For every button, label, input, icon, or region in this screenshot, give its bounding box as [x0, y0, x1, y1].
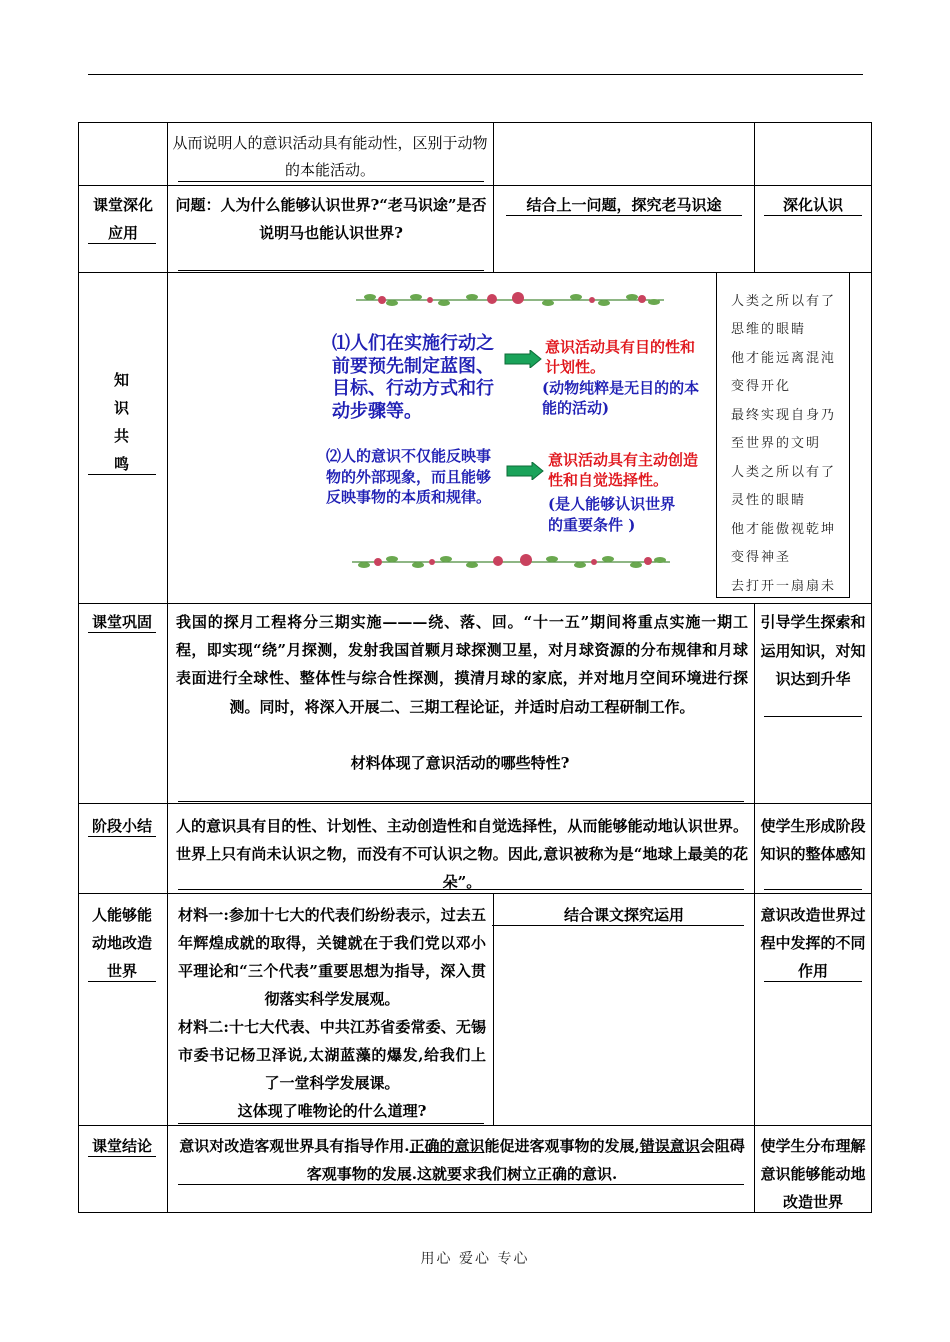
- consolidate-question: 材料体现了意识活动的哪些特性?: [350, 754, 570, 772]
- flower-garland-bottom: [348, 552, 674, 568]
- resonance-result-1: 意识活动具有目的性和计划性。: [545, 338, 696, 376]
- conclusion-part: 意识对改造客观世界具有指导作用.: [179, 1137, 410, 1155]
- poem-line: 思维的眼睛: [731, 322, 807, 337]
- underline: [506, 215, 742, 216]
- poem-line: 灵性的眼睛: [731, 493, 807, 508]
- col-divider: [167, 122, 168, 1213]
- resonance-item-1: ⑴人们在实施行动之前要预先制定蓝图、目标、行动方式和行动步骤等。: [332, 333, 494, 422]
- row-label-resonance-2: 识: [114, 399, 130, 417]
- deepen-purpose: 深化认识: [782, 196, 843, 214]
- row-divider: [78, 603, 872, 604]
- row-divider: [78, 803, 872, 804]
- arrow-right-icon: [504, 350, 542, 368]
- intro-text: 从而说明人的意识活动具有能动性，区别于动物的本能活动。: [172, 134, 488, 179]
- row-label-resonance-4: 鸣: [114, 455, 130, 473]
- poem-line: 人类之所以有了: [731, 465, 837, 480]
- consolidate-material: 我国的探月工程将分三期实施———绕、落、回。“十一五”期间将重点实施一期工程，即实现“绕”月探测，发射我国首颗月球探测卫星，对月球资源的分布规律和月球表面进行全球性、整体性与综合性探测，摸清月球的家底，并对地月空间环境进行探测。同时，将深入开展二、三期工程论证，并适时启动工程研制工作。: [176, 613, 748, 716]
- conclusion-part: 能促进客观事物的发展,: [484, 1137, 640, 1155]
- poem-line: 变得神圣: [731, 550, 792, 565]
- underline: [178, 181, 484, 182]
- row-label-resonance-3: 共: [114, 427, 130, 445]
- underline: [88, 243, 156, 244]
- underline: [492, 925, 744, 926]
- conclusion-part: 会阻碍客观事物的发展.这就要求我们树立正确的意识.: [306, 1137, 745, 1183]
- row-label-transform: 人能够能动地改造世界: [91, 906, 152, 980]
- transform-material-1: 材料一:参加十七大的代表们纷纷表示，过去五年辉煌成就的取得，关键就在于我们党以邓小平理论和“三个代表”重要思想为指导，深入贯彻落实科学发展观。: [178, 906, 486, 1008]
- underline: [764, 1212, 862, 1213]
- underline: [88, 836, 156, 837]
- conclusion-purpose: 使学生分布理解意识能够能动地改造世界: [760, 1137, 866, 1211]
- conclusion-part-underlined: 正确的意识: [409, 1137, 485, 1155]
- row-label-deepen: 课堂深化应用: [92, 196, 153, 242]
- underline: [178, 801, 744, 802]
- underline: [88, 632, 156, 633]
- underline: [88, 981, 156, 982]
- poem-line: 人类之所以有了: [731, 294, 837, 309]
- deepen-question: 问题：人为什么能够认识世界?“老马识途”是否说明马也能认识世界?: [175, 196, 487, 242]
- transform-activity: 结合课文探究运用: [563, 906, 684, 924]
- resonance-item-2: ⑵人的意识不仅能反映事物的外部现象，而且能够反映事物的本质和规律。: [326, 447, 492, 506]
- consolidate-purpose: 引导学生探索和运用知识，对知识达到升华: [760, 613, 866, 688]
- row-divider: [78, 1125, 872, 1126]
- resonance-result-2: 意识活动具有主动创造性和自觉选择性。: [548, 451, 699, 489]
- col-divider: [493, 893, 494, 1125]
- arrow-right-icon: [506, 462, 544, 480]
- poem-line: 他才能傲视乾坤: [731, 522, 837, 537]
- row-label-conclusion: 课堂结论: [91, 1137, 152, 1155]
- underline: [764, 215, 862, 216]
- transform-question: 这体现了唯物论的什么道理?: [237, 1102, 427, 1120]
- resonance-note-1: (动物纯粹是无目的的本能的活动): [542, 379, 700, 417]
- col-divider: [493, 122, 494, 272]
- underline: [178, 1184, 744, 1185]
- col-divider: [754, 603, 755, 1213]
- underline: [178, 1123, 484, 1124]
- conclusion-text: [176, 1132, 748, 1188]
- conclusion-part-underlined: 错误意识: [639, 1137, 700, 1155]
- underline: [764, 981, 862, 982]
- underline: [764, 889, 862, 890]
- summary-purpose: 使学生形成阶段知识的整体感知: [760, 817, 866, 863]
- underline: [178, 270, 484, 271]
- transform-material-2: 材料二:十七大代表、中共江苏省委常委、无锡市委书记杨卫泽说,太湖蓝藻的爆发,给我们上了一堂科学发展课。: [178, 1018, 486, 1092]
- underline: [88, 474, 156, 475]
- transform-purpose: 意识改造世界过程中发挥的不同作用: [760, 906, 866, 980]
- summary-text: 人的意识具有目的性、计划性、主动创造性和自觉选择性，从而能够能动地认识世界。世界上只有尚未认识之物，而没有不可认识之物。因此,意识被称为是“地球上最美的花朵”。: [176, 817, 748, 891]
- poem-line: 最终实现自身乃: [731, 408, 837, 423]
- poem-line: 变得开化: [731, 379, 792, 394]
- col-divider: [754, 122, 755, 272]
- row-label-consolidate: 课堂巩固: [91, 613, 152, 631]
- underline: [764, 716, 862, 717]
- poem-line: 去打开一扇扇未: [731, 579, 837, 594]
- header-rule: [88, 74, 863, 75]
- poem-line: 至世界的文明: [731, 436, 822, 451]
- row-divider: [78, 185, 872, 186]
- poem-line: 他才能远离混沌: [731, 351, 837, 366]
- underline: [88, 1156, 156, 1157]
- page-footer: 用心 爱心 专心: [420, 1251, 530, 1267]
- resonance-note-2: (是人能够认识世界的重要条件 ): [548, 495, 676, 534]
- deepen-activity: 结合上一问题，探究老马识途: [526, 196, 722, 214]
- row-label-summary: 阶段小结: [91, 817, 152, 835]
- row-label-resonance-1: 知: [114, 371, 130, 389]
- underline: [178, 889, 744, 890]
- flower-garland-top: [352, 290, 668, 306]
